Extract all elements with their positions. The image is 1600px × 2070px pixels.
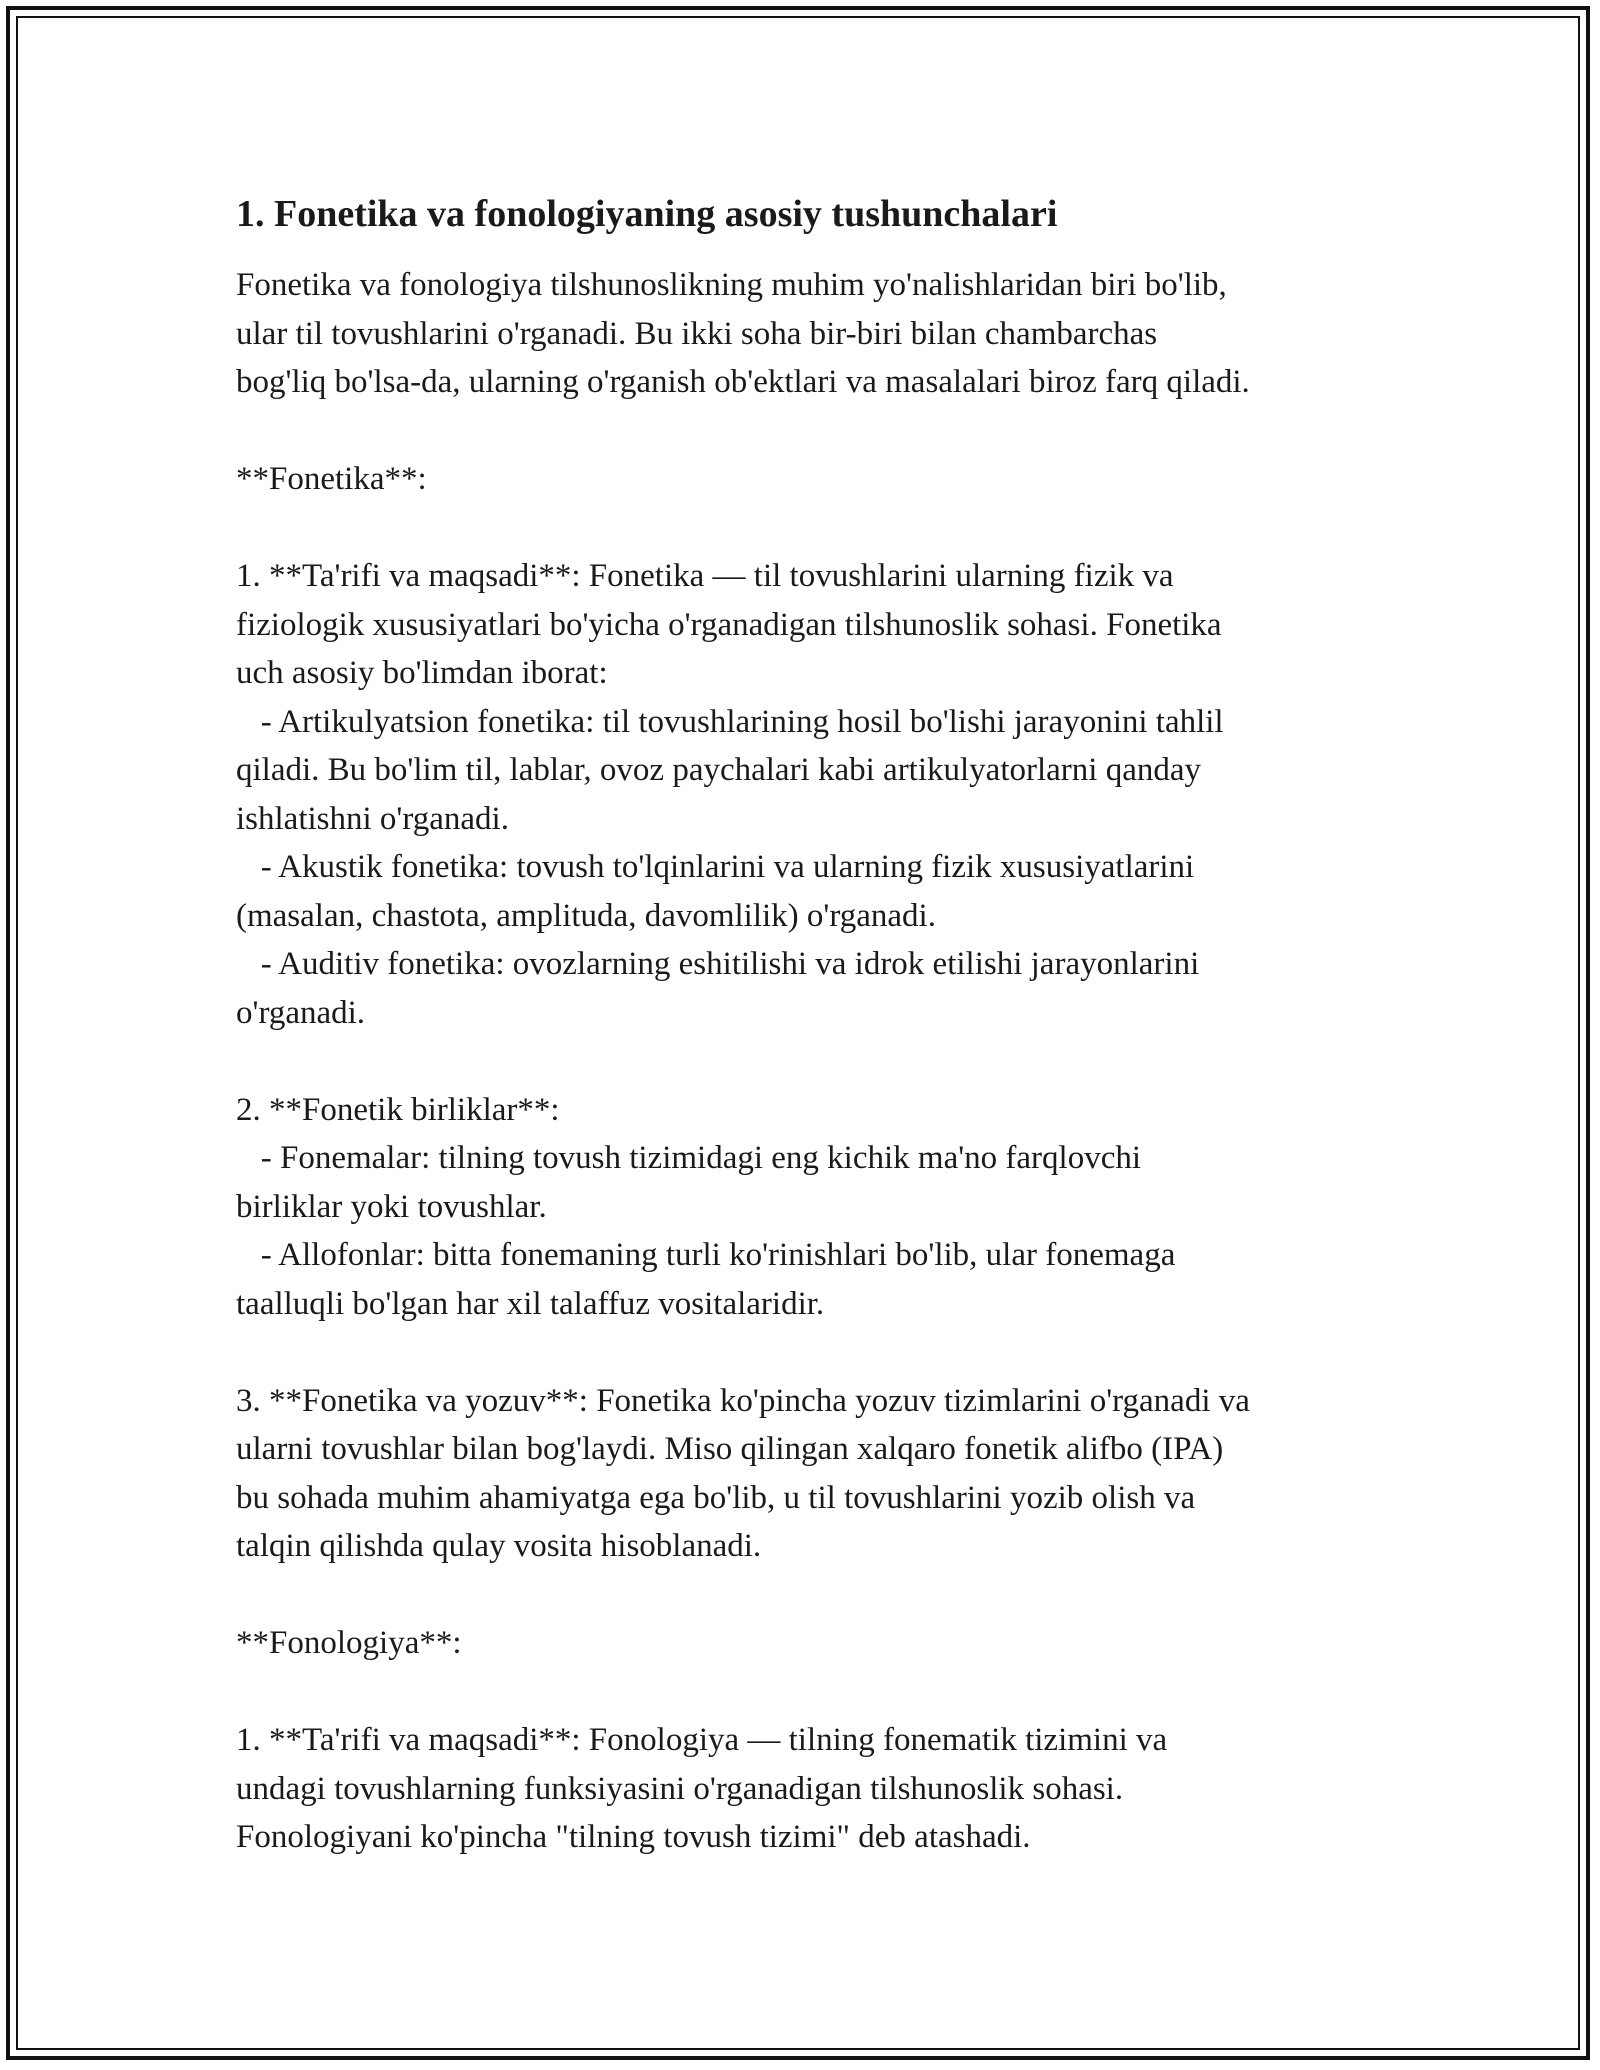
paragraph-gap [236, 1328, 1396, 1377]
document-title: 1. Fonetika va fonologiyaning asosiy tushunchalari [236, 193, 1058, 235]
paragraph-gap [236, 407, 1396, 456]
fonetika-item-2: 2. **Fonetik birliklar**: - Fonemalar: tilning tovush tizimidagi eng kichik ma'no farqlovchi birliklar yoki tovushlar. - Allofonlar: bitta fonemaning turli ko'rinishlari bo'lib, ular fonemaga taalluqli bo'lgan har xil talaffuz vositalaridir. [236, 1091, 1176, 1322]
fonetika-item-3: 3. **Fonetika va yozuv**: Fonetika ko'pincha yozuv tizimlarini o'rganadi va ularni tovushlar bilan bog'laydi. Miso qilingan xalqaro fonetik alifbo (IPA) bu sohada muhim ahamiyatga ega bo'lib, u til tovushlarini yozib olish va talqin qilishda qulay vosita hisoblanadi. [236, 1382, 1250, 1564]
paragraph-gap [236, 1037, 1396, 1086]
paragraph-gap [236, 1571, 1396, 1620]
section-heading-fonetika: **Fonetika**: [236, 461, 427, 497]
fonetika-item-1: 1. **Ta'rifi va maqsadi**: Fonetika — til tovushlarini ularning fizik va fiziologik xususiyatlari bo'yicha o'rganadigan tilshunoslik sohasi. Fonetika uch asosiy bo'limdan iborat: - Artikulyatsion fonetika: til tovushlarining hosil bo'lishi jarayonini tahlil qiladi. Bu bo'lim til, lablar, ovoz paychalari kabi artikulyatorlarni qanday ishlatishni o'rganadi. - Akustik fonetika: tovush to'lqinlarini va ularning fizik xususiyatlarini (masalan, chastota, amplituda, davomlilik) o'rganadi. - Auditiv fonetika: ovozlarning eshitilishi va idrok etilishi jarayonlarini o'rganadi. [236, 558, 1224, 1031]
fonologiya-item-1: 1. **Ta'rifi va maqsadi**: Fonologiya — tilning fonematik tizimini va undagi tovushlarning funksiyasini o'rganadigan tilshunoslik sohasi. Fonologiyani ko'pincha "tilning tovush tizimi" deb atashadi. [236, 1722, 1168, 1855]
section-heading-fonologiya: **Fonologiya**: [236, 1625, 462, 1661]
paragraph-gap [236, 1668, 1396, 1717]
document-body [236, 185, 1396, 1862]
paragraph-gap [236, 504, 1396, 553]
intro-paragraph: Fonetika va fonologiya tilshunoslikning muhim yo'nalishlaridan biri bo'lib, ular til tovushlarini o'rganadi. Bu ikki soha bir-biri bilan chambarchas bog'liq bo'lsa-da, ularning o'rganish ob'ektlari va masalalari biroz farq qiladi. [236, 267, 1250, 400]
